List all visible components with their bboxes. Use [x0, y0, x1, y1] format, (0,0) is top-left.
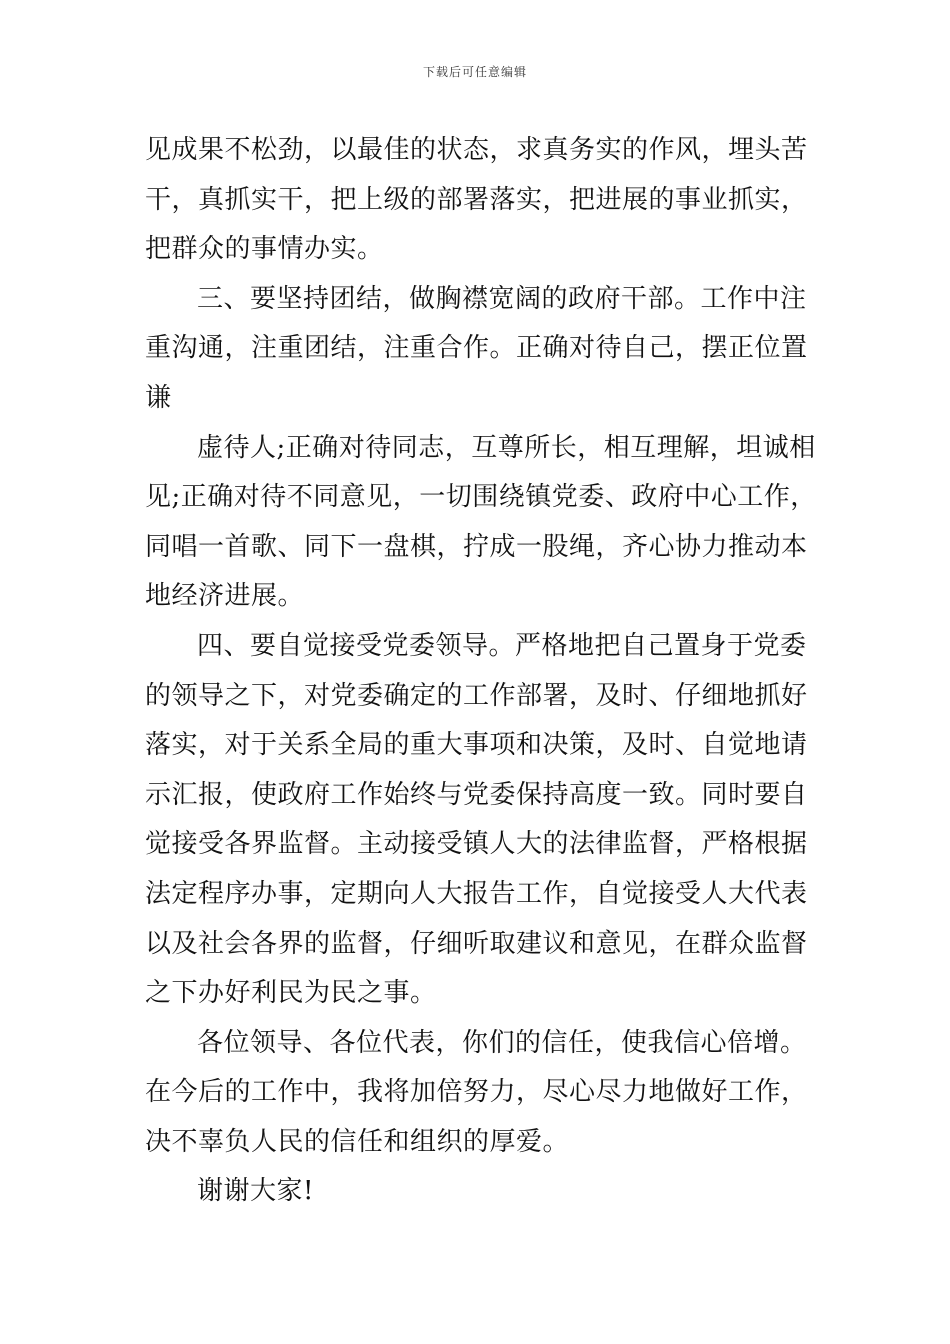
text-line: 虚待人;正确对待同志，互尊所长，相互理解，坦诚相	[197, 432, 816, 463]
text-line: 见成果不松劲，以最佳的状态，求真务实的作风，埋头苦	[145, 135, 808, 165]
text-line: 示汇报，使政府工作始终与党委保持高度一致。同时要自	[145, 779, 808, 810]
text-line: 各位领导、各位代表，你们的信任，使我信心倍增。	[197, 1027, 807, 1058]
text-line: 把群众的事情办实。	[145, 234, 384, 265]
text-line: 决不辜负人民的信任和组织的厚爱。	[145, 1126, 570, 1157]
text-line: 见;正确对待不同意见，一切围绕镇党委、政府中心工作，	[145, 482, 817, 513]
text-line: 觉接受各界监督。主动接受镇人大的法律监督，严格根据	[145, 829, 808, 860]
paragraph-6	[145, 1167, 811, 1217]
paragraph-3	[145, 424, 817, 622]
text-line: 以及社会各界的监督，仔细听取建议和意见，在群众监督	[145, 928, 808, 959]
text-line: 谦	[145, 382, 172, 413]
paragraph-5	[145, 1019, 811, 1168]
text-line: 四、要自觉接受党委领导。严格地把自己置身于党委	[197, 630, 807, 661]
text-line: 地经济进展。	[145, 581, 305, 612]
paragraph-4	[145, 622, 811, 1019]
text-line: 法定程序办事，定期向人大报告工作，自觉接受人大代表	[145, 878, 808, 909]
text-line: 同唱一首歌、同下一盘棋，拧成一股绳，齐心协力推动本	[145, 531, 808, 562]
page-header: 下载后可任意编辑	[422, 65, 527, 79]
text-line: 谢谢大家!	[197, 1176, 314, 1207]
paragraph-1	[145, 126, 811, 275]
text-line: 在今后的工作中，我将加倍努力，尽心尽力地做好工作，	[145, 1077, 808, 1108]
text-line: 落实，对于关系全局的重大事项和决策，及时、自觉地请	[145, 730, 808, 761]
text-line: 三、要坚持团结，做胸襟宽阔的政府干部。工作中注	[197, 283, 807, 314]
paragraph-2	[145, 275, 811, 424]
text-line: 之下办好利民为民之事。	[145, 978, 437, 1009]
text-line: 干，真抓实干，把上级的部署落实，把进展的事业抓实，	[145, 184, 808, 215]
text-line: 重沟通，注重团结，注重合作。正确对待自己，摆正位置	[145, 333, 808, 364]
text-line: 的领导之下，对党委确定的工作部署，及时、仔细地抓好	[145, 680, 808, 711]
document-body	[145, 126, 817, 1217]
